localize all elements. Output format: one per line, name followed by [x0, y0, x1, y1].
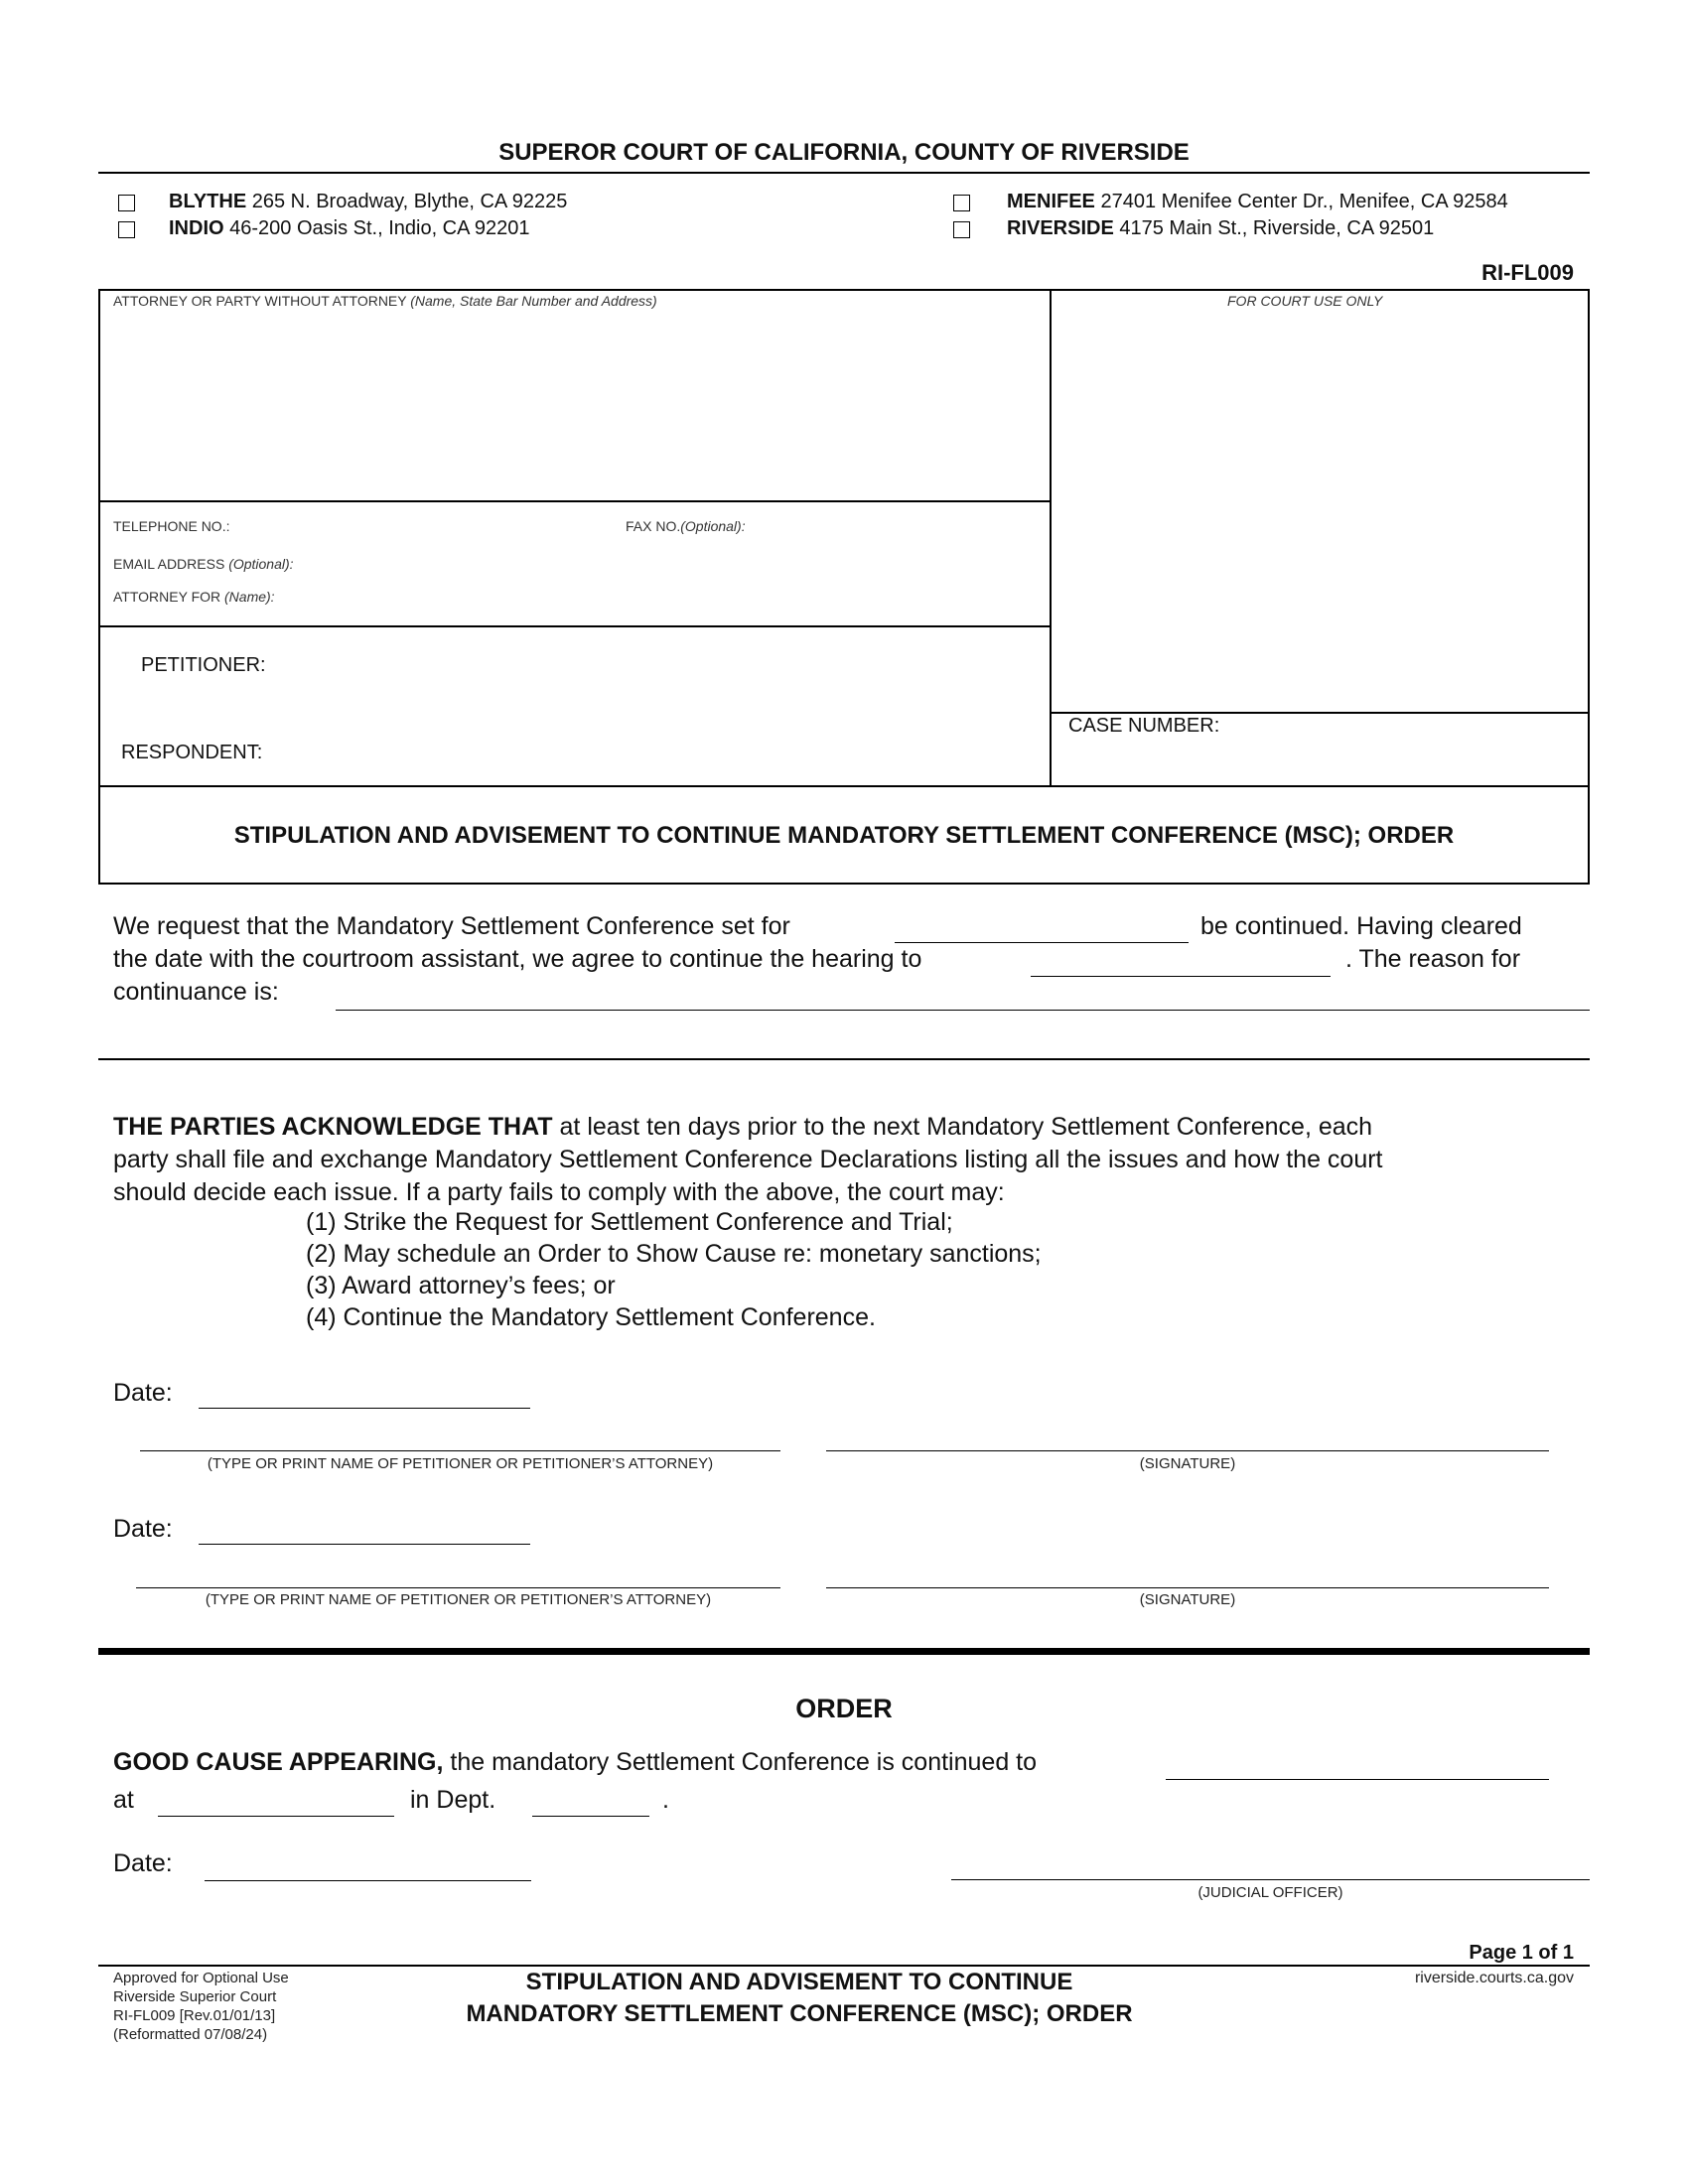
consequence-item: (3) Award attorney’s fees; or [306, 1272, 616, 1299]
blythe-checkbox[interactable] [118, 195, 135, 211]
order-time-field[interactable] [158, 1816, 394, 1817]
fax-label: FAX NO.(Optional): [626, 518, 746, 534]
date-label: Date: [113, 1515, 173, 1543]
acknowledge-line2: party shall file and exchange Mandatory Settlement Conference Declarations listing all the issues and how the court [113, 1146, 1383, 1173]
location-menifee: MENIFEE 27401 Menifee Center Dr., Menifee, CA 92584 [1007, 191, 1508, 212]
email-label: EMAIL ADDRESS (Optional): [113, 556, 294, 572]
attorney-for-label: ATTORNEY FOR (Name): [113, 589, 275, 605]
page-number: Page 1 of 1 [1469, 1942, 1574, 1964]
footer-website[interactable]: riverside.courts.ca.gov [1414, 1970, 1574, 1986]
form-number: RI-FL009 [1481, 260, 1574, 285]
location-riverside: RIVERSIDE 4175 Main St., Riverside, CA 92501 [1007, 217, 1435, 239]
petitioner-name-field-1[interactable] [140, 1450, 780, 1451]
order-line1: GOOD CAUSE APPEARING, the mandatory Settlement Conference is continued to [113, 1748, 1038, 1776]
order-at-label: at [113, 1786, 134, 1814]
date-label: Date: [113, 1379, 173, 1407]
request-line2-b: . The reason for [1345, 945, 1521, 973]
consequence-item: (4) Continue the Mandatory Settlement Conference. [306, 1303, 876, 1331]
request-line2-a: the date with the courtroom assistant, we agree to continue the hearing to [113, 945, 922, 973]
footer-form-title: STIPULATION AND ADVISEMENT TO CONTINUE MANDATORY SETTLEMENT CONFERENCE (MSC); ORDER [466, 1969, 1133, 2027]
order-dept-label: in Dept. [410, 1786, 496, 1814]
consequence-item: (2) May schedule an Order to Show Cause re: monetary sanctions; [306, 1240, 1042, 1268]
location-indio: INDIO 46-200 Oasis St., Indio, CA 92201 [169, 217, 530, 239]
new-hearing-date-field[interactable] [1031, 976, 1331, 977]
consequence-item: (1) Strike the Request for Settlement Conference and Trial; [306, 1208, 953, 1236]
order-period: . [662, 1786, 669, 1814]
signature-caption: (SIGNATURE) [1139, 1455, 1236, 1472]
signature-caption: (SIGNATURE) [1139, 1591, 1236, 1608]
judicial-officer-caption: (JUDICIAL OFFICER) [1197, 1884, 1343, 1901]
order-continued-date-field[interactable] [1166, 1779, 1549, 1780]
form-title: STIPULATION AND ADVISEMENT TO CONTINUE MANDATORY SETTLEMENT CONFERENCE (MSC); ORDER [233, 822, 1455, 849]
order-heading: ORDER [795, 1694, 893, 1723]
riverside-checkbox[interactable] [953, 221, 970, 238]
indio-checkbox[interactable] [118, 221, 135, 238]
request-line1-a: We request that the Mandatory Settlement Conference set for [113, 912, 790, 940]
court-title: SUPEROR COURT OF CALIFORNIA, COUNTY OF RIVERSIDE [498, 139, 1190, 166]
footer-approval: Approved for Optional Use Riverside Superior Court RI-FL009 [Rev.01/01/13] (Reformatted 07/08/24) [113, 1970, 289, 2043]
order-divider [98, 1648, 1590, 1655]
petitioner-signature-field-2[interactable] [826, 1587, 1549, 1588]
petitioner-name-field-2[interactable] [136, 1587, 780, 1588]
acknowledge-line3: should decide each issue. If a party fails to comply with the above, the court may: [113, 1178, 1005, 1206]
section-divider [98, 1058, 1590, 1060]
court-use-label: FOR COURT USE ONLY [1227, 293, 1383, 309]
request-line1-b: be continued. Having cleared [1200, 912, 1522, 940]
judicial-officer-signature-field[interactable] [951, 1879, 1590, 1880]
request-line3: continuance is: [113, 978, 279, 1006]
name-caption: (TYPE OR PRINT NAME OF PETITIONER OR PETITIONER’S ATTORNEY) [207, 1455, 714, 1472]
location-blythe: BLYTHE 265 N. Broadway, Blythe, CA 92225 [169, 191, 568, 212]
current-msc-date-field[interactable] [895, 942, 1189, 943]
case-number-label: CASE NUMBER: [1068, 715, 1220, 737]
attorney-box[interactable] [98, 289, 1052, 502]
order-date-field[interactable] [205, 1880, 531, 1881]
petitioner-date-field-1[interactable] [199, 1408, 530, 1409]
respondent-label: RESPONDENT: [121, 742, 263, 763]
continuance-reason-field[interactable] [336, 1010, 1590, 1011]
menifee-checkbox[interactable] [953, 195, 970, 211]
header-rule [98, 172, 1590, 174]
attorney-label: ATTORNEY OR PARTY WITHOUT ATTORNEY (Name, State Bar Number and Address) [113, 293, 657, 309]
telephone-label: TELEPHONE NO.: [113, 518, 230, 534]
petitioner-signature-field-1[interactable] [826, 1450, 1549, 1451]
petitioner-label: PETITIONER: [141, 654, 266, 676]
court-use-box [1050, 289, 1590, 714]
acknowledge-line1: THE PARTIES ACKNOWLEDGE THAT at least ten days prior to the next Mandatory Settlement Conference, each [113, 1113, 1373, 1141]
order-dept-field[interactable] [532, 1816, 649, 1817]
name-caption: (TYPE OR PRINT NAME OF PETITIONER OR PETITIONER’S ATTORNEY) [205, 1591, 712, 1608]
order-date-label: Date: [113, 1849, 173, 1877]
petitioner-date-field-2[interactable] [199, 1544, 530, 1545]
